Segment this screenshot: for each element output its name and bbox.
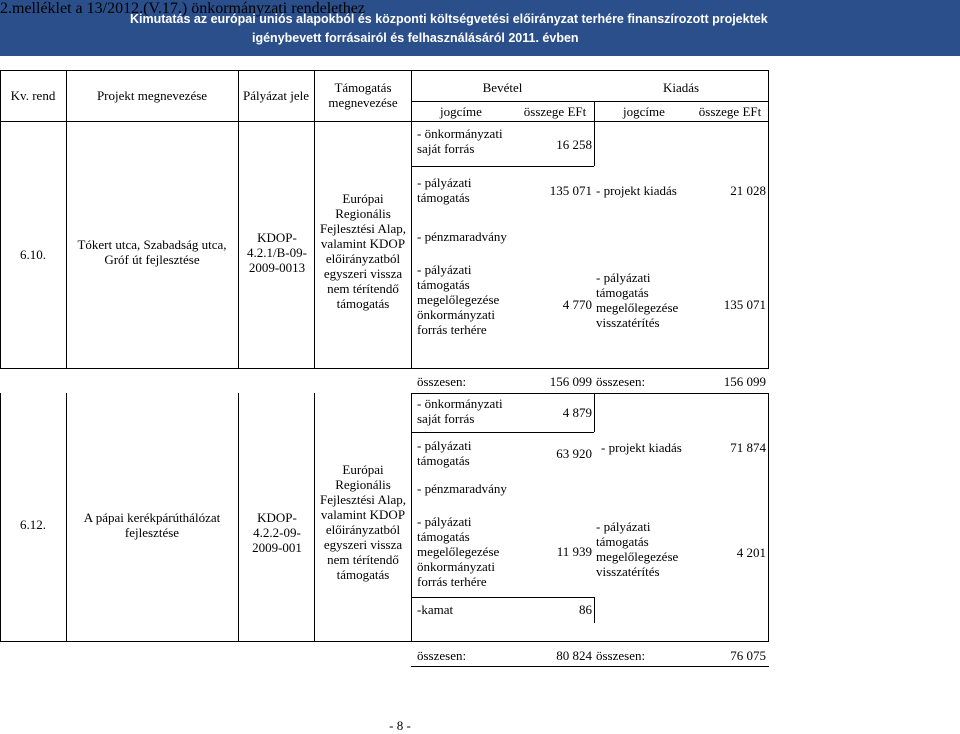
megelolegezes-value: 4 770 [562,297,592,312]
row-kv-rend: 6.10. [20,247,46,262]
header-jogcime-kiadas: jogcíme [623,104,665,119]
banner-title-line2: igénybevett forrásairól és felhasználásáról 2011. évben [252,31,579,45]
projekt-kiadas-label: - projekt kiadás [601,440,682,455]
projekt-kiadas-label: - projekt kiadás [596,183,677,198]
kamat-label: -kamat [417,602,454,617]
banner-title-line1: Kimutatás az európai uniós alapokból és központi költségvetési előirányzat terhére finanszírozott projektek [130,12,768,26]
row-kv-rend: 6.12. [20,517,46,532]
palyazati-label: - pályázati támogatás [417,438,472,468]
onkormanyzati-value: 4 879 [562,405,592,420]
row-projekt: A pápai kerékpárúthálózat fejlesztése [83,510,221,540]
osszesen-label-kiadas: összesen: [596,374,646,389]
visszaterites-label: - pályázati támogatás megelőlegezése visszatérítés [596,270,679,330]
palyazati-value: 63 920 [556,446,592,461]
osszesen-kiadas: 76 075 [730,648,766,663]
annex-label: 2.melléklet a 13/2012.(V.17.) önkormányzati rendelethez [0,0,365,17]
header-kiadas: Kiadás [662,80,700,95]
row-palyazat-jele: KDOP-4.2.1/B-09-2009-0013 [247,230,307,275]
megelolegezes-label: - pályázati támogatás megelőlegezése önkormányzati forrás terhére [417,262,500,337]
page-number: - 8 - [389,718,411,733]
header-kv-rend: Kv. rend [10,88,56,103]
row-tamogatas: Európai Regionális Fejlesztési Alap, valamint KDOP előirányzatból egyszeri vissza nem térítendő támogatás [320,462,406,582]
visszaterites-value: 4 201 [736,545,766,560]
kamat-value: 86 [579,602,592,617]
osszesen-kiadas: 156 099 [723,374,766,389]
osszesen-label-bevetel: összesen: [417,648,467,663]
onkormanyzati-value: 16 258 [556,137,592,152]
osszesen-label-kiadas: összesen: [596,648,646,663]
projekt-kiadas-value: 21 028 [730,183,766,198]
header-osszege-kiadas: összege EFt [698,104,762,119]
palyazati-value: 135 071 [549,183,592,198]
header-jogcime-bevetel: jogcíme [440,104,482,119]
header-tamogatas: Támogatás megnevezése [328,80,398,110]
visszaterites-label: - pályázati támogatás megelőlegezése visszatérítés [596,519,679,579]
osszesen-bevetel: 80 824 [556,648,592,663]
penzmaradvany-label: - pénzmaradvány [417,229,507,244]
osszesen-label-bevetel: összesen: [417,374,467,389]
header-bevetel: Bevétel [482,80,523,95]
row-palyazat-jele: KDOP-4.2.2-09-2009-001 [252,510,302,555]
header-palyazat-jele: Pályázat jele [242,88,310,103]
onkormanyzati-label: - önkormányzati saját forrás [417,396,503,426]
megelolegezes-label: - pályázati támogatás megelőlegezése önkormányzati forrás terhére [417,514,500,589]
penzmaradvany-label: - pénzmaradvány [417,481,507,496]
row-projekt: Tókert utca, Szabadság utca, Gróf út fejlesztése [77,237,227,267]
header-projekt: Projekt megnevezése [96,88,208,103]
megelolegezes-value: 11 939 [556,544,592,559]
header-osszege-bevetel: összege EFt [523,104,587,119]
visszaterites-value: 135 071 [723,297,766,312]
onkormanyzati-label: - önkormányzati saját forrás [417,126,503,156]
row-tamogatas: Európai Regionális Fejlesztési Alap, valamint KDOP előirányzatból egyszeri vissza nem térítendő támogatás [320,191,406,311]
palyazati-label: - pályázati támogatás [417,175,472,205]
osszesen-bevetel: 156 099 [549,374,592,389]
projekt-kiadas-value: 71 874 [730,440,766,455]
